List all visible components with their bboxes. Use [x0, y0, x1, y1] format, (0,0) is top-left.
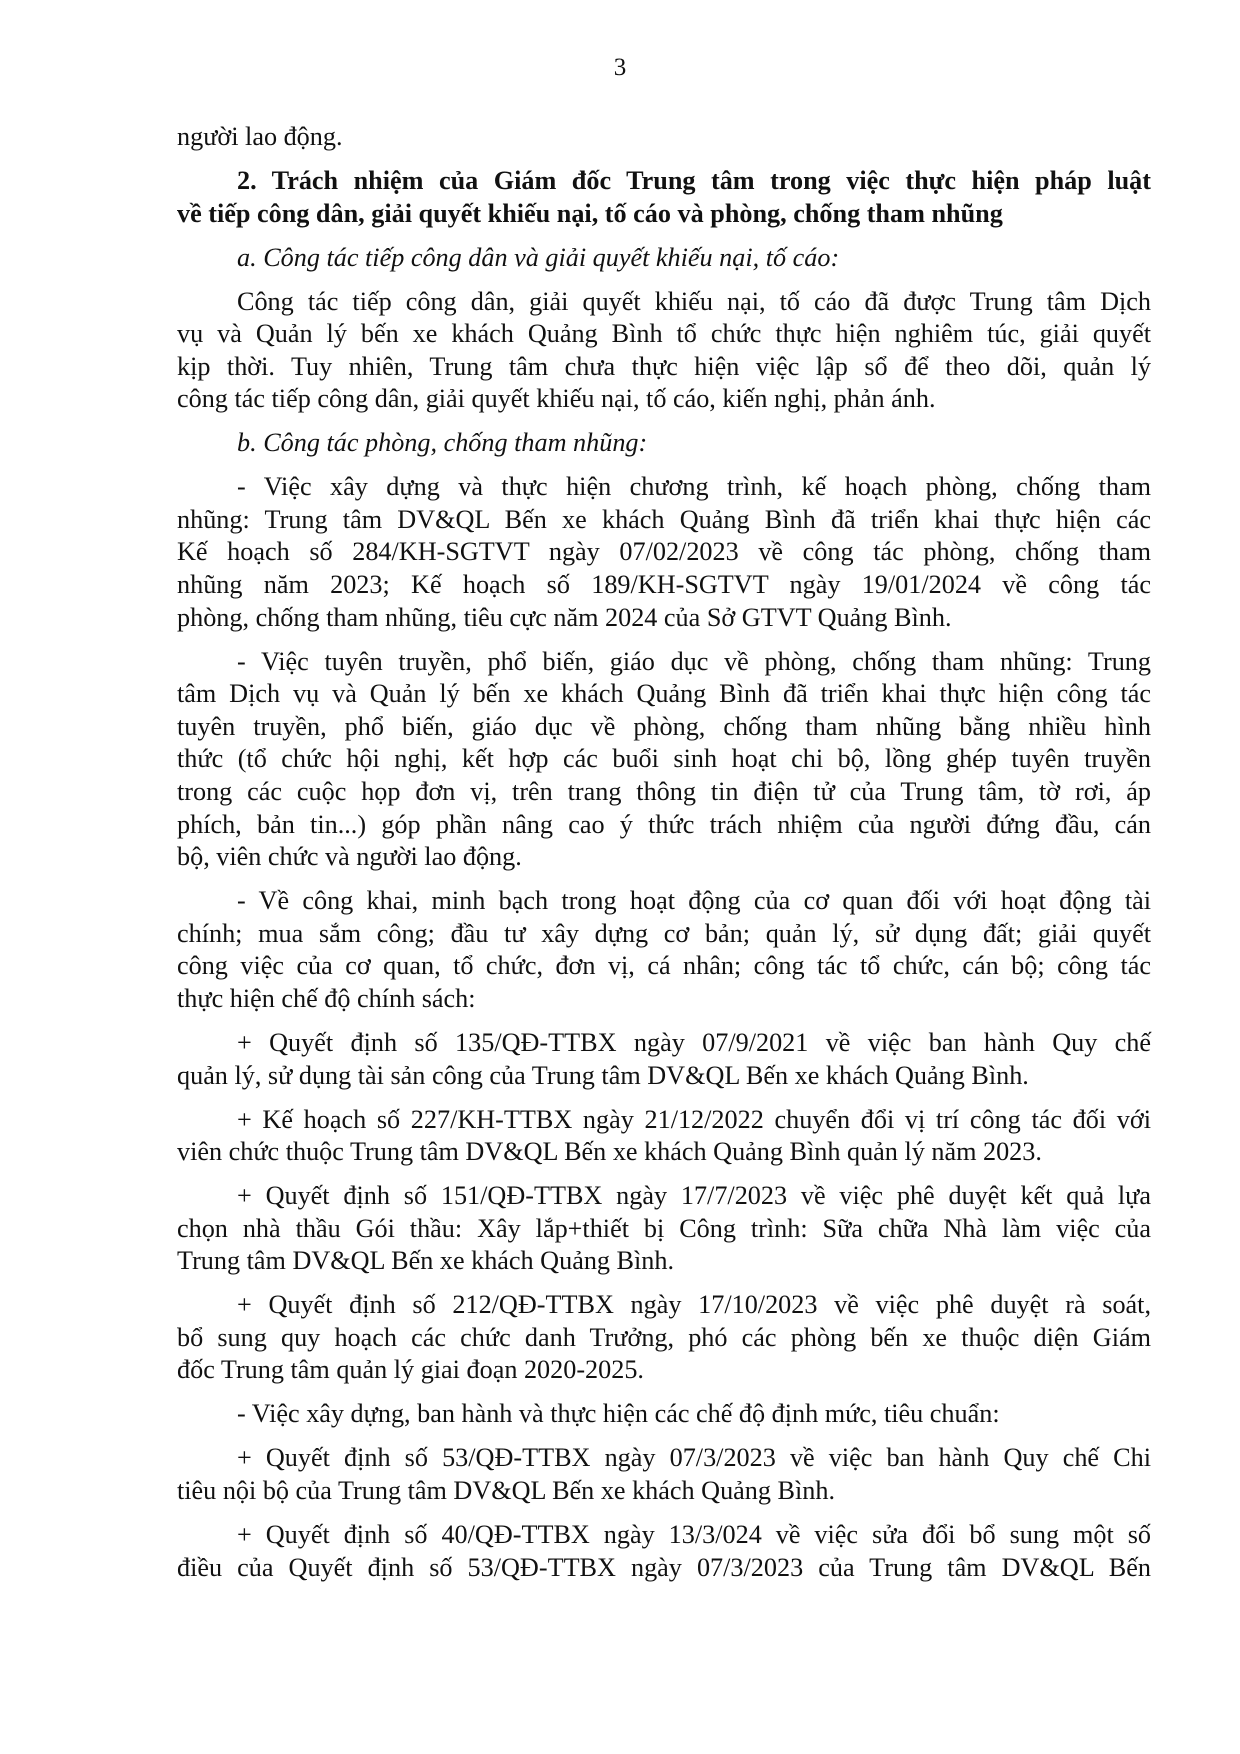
text-line: phòng, chống tham nhũng, tiêu cực năm 2024 của Sở GTVT Quảng Bình. [177, 602, 952, 632]
text-line: bổ sung quy hoạch các chức danh Trưởng, phó các phòng bến xe thuộc diện Giám [177, 1322, 1151, 1352]
text-line: - Việc xây dựng, ban hành và thực hiện các chế độ định mức, tiêu chuẩn: [237, 1399, 1000, 1429]
document-body [177, 121, 1151, 1596]
paragraph-b-item-4 [177, 1398, 1151, 1431]
text-line: chính; mua sắm công; đầu tư xây dựng cơ bản; quản lý, sử dụng đất; giải quyết [177, 918, 1151, 948]
paragraph-subsection-a-body [177, 286, 1151, 416]
paragraph-decision-151 [177, 1180, 1151, 1278]
text-line: nhũng năm 2023; Kế hoạch số 189/KH-SGTVT ngày 19/01/2024 về công tác [177, 570, 1151, 600]
paragraph-decision-135 [177, 1027, 1151, 1092]
text-line: phích, bản tin...) góp phần nâng cao ý thức trách nhiệm của người đứng đầu, cán [177, 809, 1151, 839]
text-line: Trung tâm DV&QL Bến xe khách Quảng Bình. [177, 1246, 675, 1276]
text-line: + Quyết định số 212/QĐ-TTBX ngày 17/10/2023 về việc phê duyệt rà soát, [237, 1290, 1151, 1320]
text-line: + Kế hoạch số 227/KH-TTBX ngày 21/12/2022 chuyển đổi vị trí công tác đối với [237, 1104, 1151, 1134]
paragraph-b-item-1 [177, 471, 1151, 634]
text-line: - Việc tuyên truyền, phổ biến, giáo dục về phòng, chống tham nhũng: Trung [237, 646, 1151, 676]
text-line: đốc Trung tâm quản lý giai đoạn 2020-2025. [177, 1355, 644, 1385]
text-line: - Việc xây dựng và thực hiện chương trình, kế hoạch phòng, chống tham [237, 472, 1151, 502]
page-number: 3 [613, 54, 627, 81]
paragraph-b-item-3 [177, 885, 1151, 1015]
text-line: thực hiện chế độ chính sách: [177, 983, 476, 1013]
text-line: chọn nhà thầu Gói thầu: Xây lắp+thiết bị Công trình: Sữa chữa Nhà làm việc của [177, 1213, 1151, 1243]
text-line: công việc của cơ quan, tổ chức, đơn vị, cá nhân; công tác tổ chức, cán bộ; công tác [177, 951, 1151, 981]
text-line: tâm Dịch vụ và Quản lý bến xe khách Quảng Bình đã triển khai thực hiện công tác [177, 679, 1151, 709]
text-line: về tiếp công dân, giải quyết khiếu nại, tố cáo và phòng, chống tham nhũng [177, 198, 1003, 228]
text-line: tiêu nội bộ của Trung tâm DV&QL Bến xe khách Quảng Bình. [177, 1476, 835, 1506]
text-line: + Quyết định số 151/QĐ-TTBX ngày 17/7/2023 về việc phê duyệt kết quả lựa [237, 1181, 1151, 1211]
text-line: người lao động. [177, 122, 343, 151]
text-line: bộ, viên chức và người lao động. [177, 842, 522, 872]
text-line: vụ và Quản lý bến xe khách Quảng Bình tổ chức thực hiện nghiêm túc, giải quyết [177, 319, 1151, 349]
text-line: 2. Trách nhiệm của Giám đốc Trung tâm trong việc thực hiện pháp luật [237, 165, 1151, 195]
text-line: công tác tiếp công dân, giải quyết khiếu nại, tố cáo, kiến nghị, phản ánh. [177, 384, 936, 414]
text-line: thức (tổ chức hội nghị, kết hợp các buổi sinh hoạt chi bộ, lồng ghép tuyên truyền [177, 744, 1151, 774]
text-line: b. Công tác phòng, chống tham nhũng: [237, 428, 648, 458]
text-line: a. Công tác tiếp công dân và giải quyết khiếu nại, tố cáo: [237, 242, 840, 272]
paragraph-decision-212 [177, 1289, 1151, 1387]
text-line: kịp thời. Tuy nhiên, Trung tâm chưa thực hiện việc lập sổ để theo dõi, quản lý [177, 351, 1151, 381]
paragraph-decision-40 [177, 1519, 1151, 1584]
paragraph-section-2-heading [177, 165, 1151, 230]
text-line: nhũng: Trung tâm DV&QL Bến xe khách Quảng Bình đã triển khai thực hiện các [177, 504, 1151, 534]
text-line: Kế hoạch số 284/KH-SGTVT ngày 07/02/2023 về công tác phòng, chống tham [177, 537, 1151, 567]
text-line: + Quyết định số 53/QĐ-TTBX ngày 07/3/2023 về việc ban hành Quy chế Chi [237, 1443, 1151, 1473]
paragraph-b-item-2 [177, 646, 1151, 874]
text-line: + Quyết định số 40/QĐ-TTBX ngày 13/3/024 về việc sửa đổi bổ sung một số [237, 1520, 1151, 1550]
text-line: điều của Quyết định số 53/QĐ-TTBX ngày 07/3/2023 của Trung tâm DV&QL Bến [177, 1552, 1151, 1582]
paragraph-subsection-a-heading [177, 242, 1151, 275]
text-line: viên chức thuộc Trung tâm DV&QL Bến xe khách Quảng Bình quản lý năm 2023. [177, 1137, 1042, 1167]
text-line: Công tác tiếp công dân, giải quyết khiếu nại, tố cáo đã được Trung tâm Dịch [237, 286, 1151, 316]
text-line: + Quyết định số 135/QĐ-TTBX ngày 07/9/2021 về việc ban hành Quy chế [237, 1027, 1151, 1057]
paragraph-continuation [177, 121, 1151, 154]
text-line: trong các cuộc họp đơn vị, trên trang thông tin điện tử của Trung tâm, tờ rơi, áp [177, 777, 1151, 807]
paragraph-plan-227 [177, 1104, 1151, 1169]
paragraph-decision-53 [177, 1442, 1151, 1507]
text-line: - Về công khai, minh bạch trong hoạt động của cơ quan đối với hoạt động tài [237, 886, 1151, 916]
text-line: tuyên truyền, phổ biến, giáo dục về phòng, chống tham nhũng bằng nhiều hình [177, 711, 1151, 741]
text-line: quản lý, sử dụng tài sản công của Trung tâm DV&QL Bến xe khách Quảng Bình. [177, 1060, 1029, 1090]
paragraph-subsection-b-heading [177, 427, 1151, 460]
